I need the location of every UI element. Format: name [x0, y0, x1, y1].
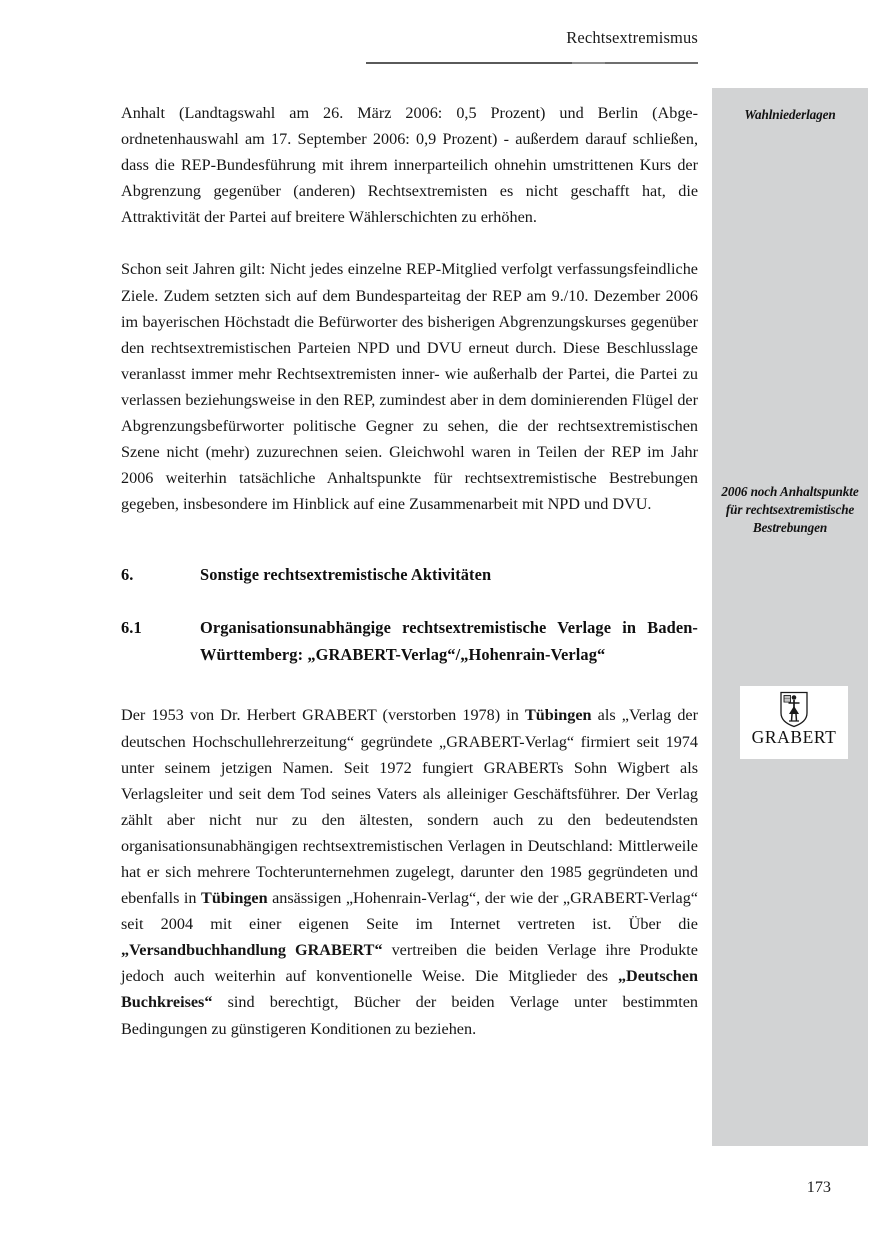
running-header-title: Rechtsextremismus	[566, 28, 698, 47]
grabert-wordmark: GRABERT	[751, 727, 837, 747]
header-rule	[366, 62, 698, 64]
grabert-bold-versandbuchhandlung: „Versandbuchhandlung GRABERT“	[121, 941, 383, 960]
grabert-run-3: ansässigen „Hohenrain-Verlag“, der wie der „GRABERT-Verlag“ seit 2004 mit einer eigenen Seite im Internet vertreten ist. Über die	[121, 889, 698, 934]
running-header	[366, 28, 698, 49]
grabert-bold-tuebingen-2: Tübingen	[201, 889, 268, 908]
heading-section-6	[121, 561, 698, 588]
shield-emblem-icon	[779, 691, 809, 728]
grabert-logo	[740, 686, 848, 759]
grabert-run-5: sind berechtigt, Bücher der beiden Verlage unter bestimmten Bedingungen zu günstigeren Konditionen zu beziehen.	[121, 993, 698, 1038]
page-folio	[0, 1178, 831, 1197]
margin-note-anhaltspunkte: 2006 noch Anhaltspunkte für rechtsextremistische Bestrebungen	[721, 484, 859, 536]
paragraph-rep-bundesparteitag: Schon seit Jahren gilt: Nicht jedes einzelne REP-Mitglied verfolgt verfassungsfeindliche Ziele. Zudem setzten sich auf dem Bundesparteitag der REP am 9./10. Dezember 2006 im bayerischen Höchstadt die Befürworter des bisherigen Abgrenzungskurses gegenüber den rechtsextremistischen Parteien NPD und DVU erneut durch. Diese Beschlusslage veranlasst immer mehr Rechtsextremisten inner- wie außerhalb der Partei, die Partei zu verlassen beziehungsweise in den REP, zumindest aber in dem dominierenden Flügel der Abgrenzungsbefürworter politische Gegner zu sehen, die der rechtsextremistischen Szene nicht (mehr) zuzurechnen seien. Gleichwohl waren in Teilen der REP im Jahr 2006 weiterhin tatsächliche Anhaltspunkte für rechtsextremistische Bestrebungen gegeben, insbesondere im Hinblick auf eine Zusammenarbeit mit NPD und DVU.	[121, 260, 698, 514]
paragraph-anhalt-berlin: Anhalt (Landtagswahl am 26. März 2006: 0,5 Prozent) und Berlin (Abgeordnetenhauswahl am 17. September 2006: 0,9 Prozent) - außerdem darauf schließen, dass die REP-Bundesführung mit ihrem innerparteilich ohnehin umstrittenen Kurs der Abgrenzung gegenüber (anderen) Rechtsextremisten es nicht geschafft hat, die Attraktivität der Partei auf breitere Wählerschichten zu erhöhen.	[121, 104, 698, 227]
margin-column	[712, 88, 868, 1146]
body-text-column	[121, 100, 698, 1042]
heading-section-6-1-title: Organisationsunabhängige rechtsextremistische Verlage in Baden-Württemberg: „GRABERT-Verlag“/„Hohenrain-Verlag“	[200, 618, 698, 665]
heading-section-6-title: Sonstige rechtsextremistische Aktivitäten	[200, 565, 492, 585]
page-number: 173	[806, 1178, 831, 1196]
grabert-run-4: vertreiben die beiden Verlage ihre Produkte jedoch auch weiterhin auf konventionelle Weise. Die Mitglieder des	[121, 941, 698, 986]
heading-section-6-number: 6.	[121, 565, 134, 585]
grabert-run-2: als „Verlag der deutschen Hochschullehrerzeitung“ gegründete „GRABERT-Verlag“ firmiert seit 1974 unter seinem jetzigen Namen. Seit 1972 fungiert GRABERTs Sohn Wigbert als Verlagsleiter und seit dem Tod seines Vaters als alleiniger Geschäftsführer. Der Verlag zählt aber nicht nur zu den ältesten, sondern auch zu den bedeutendsten organisationsunabhängigen rechtsextremistischen Verlagen in Deutschland: Mittlerweile hat er sich mehrere Tochterunternehmen zugelegt, darunter den 1985 gegründeten und ebenfalls in	[121, 706, 698, 908]
margin-note-wahlniederlagen: Wahlniederlagen	[744, 107, 836, 122]
paragraph-grabert-verlag	[121, 702, 698, 1041]
heading-section-6-1-number: 6.1	[121, 618, 142, 638]
grabert-bold-buchkreis: „Deutschen Buchkreises“	[121, 967, 698, 1012]
heading-section-6-1	[121, 614, 698, 668]
grabert-run-1: Der 1953 von Dr. Herbert GRABERT (verstorben 1978) in	[121, 706, 525, 725]
grabert-bold-tuebingen-1: Tübingen	[524, 706, 592, 725]
